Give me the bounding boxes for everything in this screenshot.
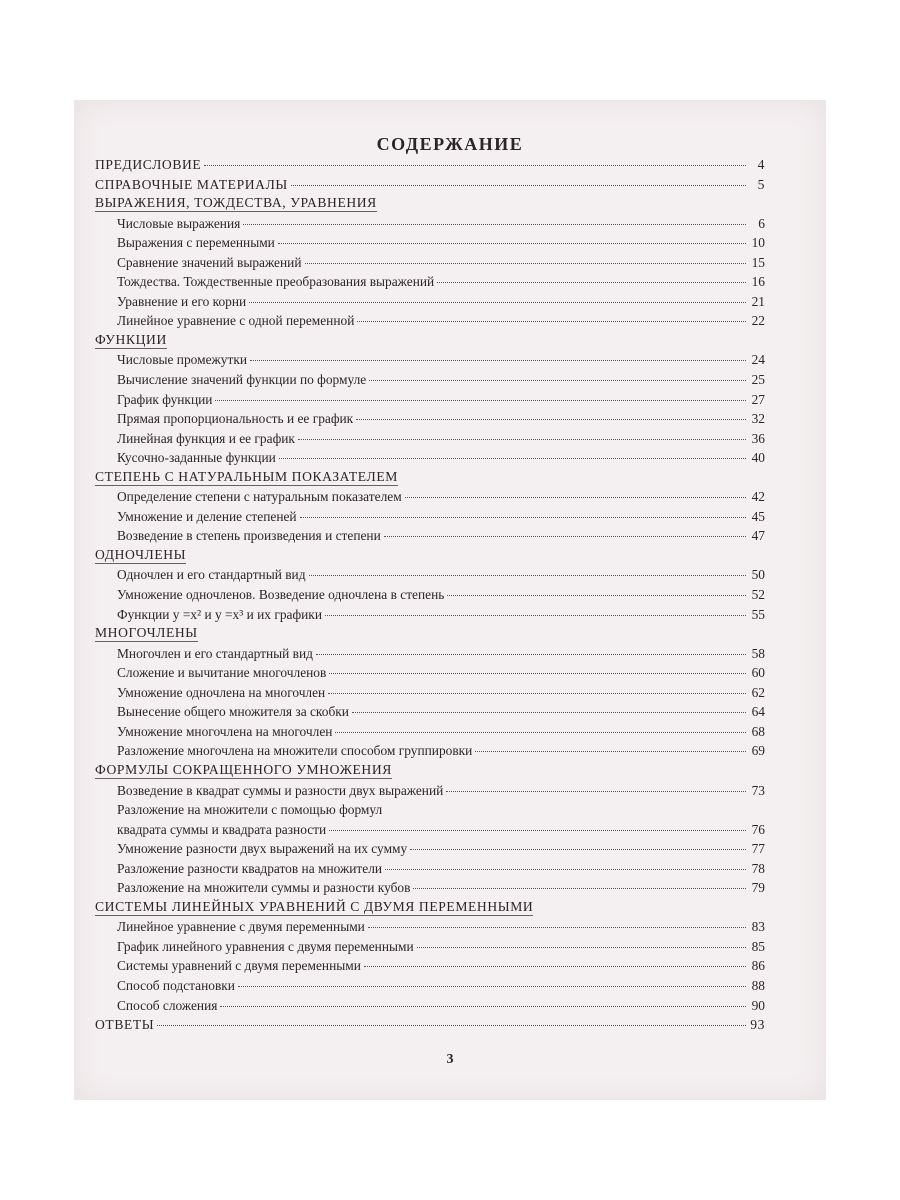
toc-entry-page: 4 [757, 157, 765, 172]
page-number: 3 [446, 1052, 454, 1067]
toc-entry [95, 431, 765, 451]
toc-entry-text: Вынесение общего множителя за скобки [117, 704, 349, 720]
toc-entry-page: 50 [751, 567, 765, 583]
dot-leader [243, 224, 746, 225]
dot-leader [278, 243, 746, 244]
toc-entry-text: ОТВЕТЫ [95, 1017, 155, 1033]
toc-entry-first-line [95, 802, 765, 822]
toc-entry-text: Числовые выражения [117, 215, 241, 231]
dot-leader [204, 165, 746, 166]
toc-entry-text: Возведение в степень произведения и степени [117, 528, 381, 544]
toc-entry [95, 274, 765, 294]
toc-entry-page: 47 [751, 528, 765, 544]
toc-entry [95, 294, 765, 314]
toc-entry [95, 783, 765, 803]
toc-entry [95, 880, 765, 900]
toc-entry [95, 157, 765, 177]
section-heading-text: ОДНОЧЛЕНЫ [95, 546, 187, 562]
toc-entry-text: Разложение на множители суммы и разности кубов [117, 880, 411, 896]
toc-entry-page: 55 [751, 606, 765, 622]
toc-entry-page: 62 [751, 684, 765, 700]
toc-entry-page: 16 [751, 274, 765, 290]
toc-entry [95, 352, 765, 372]
toc-entry-text: Умножение разности двух выражений на их сумму [117, 841, 408, 857]
toc-entry-page: 78 [751, 860, 765, 876]
toc-entry [95, 646, 765, 666]
dot-leader [250, 360, 746, 361]
toc-entry-text: Тождества. Тождественные преобразования выражений [117, 274, 435, 290]
toc-entry-text: Функции y =x² и y =x³ и их графики [117, 606, 322, 622]
toc-entry-text: Умножение одночленов. Возведение одночлена в степень [117, 587, 445, 603]
toc-entry-text: Сравнение значений выражений [117, 254, 302, 270]
toc-entry [95, 998, 765, 1018]
section-heading-text: СТЕПЕНЬ С НАТУРАЛЬНЫМ ПОКАЗАТЕЛЕМ [95, 468, 398, 484]
dot-leader [364, 966, 746, 967]
toc-entry-text: График линейного уравнения с двумя переменными [117, 938, 414, 954]
dot-leader [279, 458, 746, 459]
toc-entry-text: Определение степени с натуральным показателем [117, 489, 402, 505]
dot-leader [368, 927, 746, 928]
dot-leader [316, 654, 746, 655]
dot-leader [447, 595, 746, 596]
dot-leader [298, 439, 746, 440]
toc-entry-page: 79 [751, 880, 765, 896]
dot-leader [325, 615, 746, 616]
toc-entry-text: Системы уравнений с двумя переменными [117, 958, 361, 974]
toc-entry-text: Линейное уравнение с одной переменной [117, 313, 355, 329]
toc-section-heading [95, 626, 765, 646]
toc-entry [95, 177, 765, 197]
toc-entry-page: 85 [751, 938, 765, 954]
dot-leader [356, 419, 746, 420]
toc-entry [95, 411, 765, 431]
dot-leader [405, 497, 746, 498]
toc-entry [95, 1017, 765, 1037]
toc-section-heading [95, 470, 765, 490]
toc-entry-text: Выражения с переменными [117, 235, 275, 251]
toc-entry-text: Вычисление значений функции по формуле [117, 372, 367, 388]
toc-entry [95, 704, 765, 724]
toc-entry-page: 77 [751, 841, 765, 857]
section-heading-text: СИСТЕМЫ ЛИНЕЙНЫХ УРАВНЕНИЙ С ДВУМЯ ПЕРЕМЕННЫМИ [95, 898, 534, 914]
dot-leader [417, 947, 746, 948]
toc-entry [95, 685, 765, 705]
toc-entry-page: 5 [757, 176, 765, 192]
toc-entry [95, 216, 765, 236]
toc-section-heading [95, 763, 765, 783]
section-heading-text: ФОРМУЛЫ СОКРАЩЕННОГО УМНОЖЕНИЯ [95, 761, 392, 777]
toc-entry-page: 83 [751, 919, 765, 935]
toc-entry-text: Разложение разности квадратов на множители [117, 860, 383, 876]
toc-entry-page: 27 [751, 391, 765, 407]
toc-entry-text: Умножение и деление степеней [117, 508, 297, 524]
toc-entry-page: 6 [758, 215, 765, 231]
toc-entry [95, 978, 765, 998]
toc-section-heading [95, 548, 765, 568]
toc-entry [95, 392, 765, 412]
toc-section-heading [95, 196, 765, 216]
toc-entry-page: 21 [751, 293, 765, 309]
dot-leader [413, 888, 746, 889]
toc-entry-page: 15 [751, 254, 765, 270]
toc-entry-page: 25 [751, 372, 765, 388]
toc-entry-text: Разложение на множители с помощью формул [117, 802, 383, 818]
dot-leader [249, 302, 746, 303]
toc-entry [95, 724, 765, 744]
toc-entry-page: 86 [751, 958, 765, 974]
toc-entry-text: Многочлен и его стандартный вид [117, 645, 313, 661]
toc-entry-text: квадрата суммы и квадрата разности [117, 821, 327, 837]
toc-entry [95, 255, 765, 275]
toc-entry-text: Возведение в квадрат суммы и разности двух выражений [117, 782, 444, 798]
toc-entry-page: 73 [751, 782, 765, 798]
toc-entry-page: 88 [751, 977, 765, 993]
dot-leader [329, 830, 746, 831]
toc-entry-text: Линейное уравнение с двумя переменными [117, 919, 365, 935]
toc-entry-page: 64 [751, 704, 765, 720]
table-of-contents [95, 157, 765, 1037]
toc-section-heading [95, 333, 765, 353]
toc-entry-page: 93 [750, 1017, 765, 1033]
toc-entry-page: 10 [751, 235, 765, 251]
toc-entry [95, 509, 765, 529]
page-title: СОДЕРЖАНИЕ [376, 134, 524, 154]
dot-leader [305, 263, 747, 264]
section-heading-text: ВЫРАЖЕНИЯ, ТОЖДЕСТВА, УРАВНЕНИЯ [95, 195, 377, 211]
dot-leader [335, 732, 746, 733]
toc-entry-page: 40 [751, 450, 765, 466]
toc-entry-page: 90 [751, 997, 765, 1013]
dot-leader [475, 751, 746, 752]
toc-entry [95, 450, 765, 470]
toc-entry [95, 607, 765, 627]
toc-entry-text: Одночлен и его стандартный вид [117, 567, 306, 583]
toc-entry-page: 42 [751, 489, 765, 505]
toc-entry-text: ПРЕДИСЛОВИЕ [95, 157, 202, 172]
toc-entry-text: Способ сложения [117, 997, 218, 1013]
toc-entry-text: График функции [117, 391, 213, 407]
toc-entry [95, 939, 765, 959]
toc-entry [95, 861, 765, 881]
toc-entry [95, 919, 765, 939]
toc-entry-page: 36 [751, 430, 765, 446]
dot-leader [309, 575, 746, 576]
dot-leader [238, 986, 746, 987]
toc-entry [95, 489, 765, 509]
section-heading-text: ФУНКЦИИ [95, 331, 167, 347]
toc-entry [95, 841, 765, 861]
toc-entry [95, 958, 765, 978]
toc-entry-page: 76 [751, 821, 765, 837]
dot-leader [385, 869, 746, 870]
toc-entry-text: Способ подстановки [117, 977, 235, 993]
dot-leader [384, 536, 746, 537]
toc-entry-text: Уравнение и его корни [117, 293, 247, 309]
dot-leader [291, 185, 746, 186]
toc-entry-text: Разложение многочлена на множители способом группировки [117, 743, 473, 759]
dot-leader [220, 1006, 746, 1007]
toc-entry [95, 528, 765, 548]
dot-leader [410, 849, 746, 850]
toc-entry-text: Сложение и вычитание многочленов [117, 665, 327, 681]
toc-entry-text: Числовые промежутки [117, 352, 247, 368]
toc-entry-text: Умножение многочлена на многочлен [117, 723, 333, 739]
toc-entry [95, 313, 765, 333]
toc-entry [95, 743, 765, 763]
dot-leader [352, 712, 746, 713]
toc-entry-page: 45 [751, 508, 765, 524]
toc-entry [95, 587, 765, 607]
dot-leader [329, 673, 746, 674]
dot-leader [215, 400, 746, 401]
toc-entry-page: 60 [751, 665, 765, 681]
toc-entry-page: 69 [751, 743, 765, 759]
toc-entry-text: Умножение одночлена на многочлен [117, 684, 326, 700]
dot-leader [300, 517, 746, 518]
toc-entry-text: Прямая пропорциональность и ее график [117, 411, 354, 427]
toc-section-heading [95, 900, 765, 920]
toc-entry [95, 372, 765, 392]
dot-leader [437, 282, 746, 283]
toc-entry [95, 567, 765, 587]
section-heading-text: МНОГОЧЛЕНЫ [95, 625, 198, 641]
dot-leader [357, 321, 746, 322]
toc-entry-text: Линейная функция и ее график [117, 430, 295, 446]
toc-entry-page: 24 [751, 352, 765, 368]
toc-entry-page: 68 [751, 723, 765, 739]
toc-entry-page: 32 [751, 411, 765, 427]
toc-entry-page: 52 [751, 587, 765, 603]
dot-leader [369, 380, 746, 381]
toc-entry-text: СПРАВОЧНЫЕ МАТЕРИАЛЫ [95, 176, 288, 192]
toc-entry-page: 58 [751, 645, 765, 661]
toc-entry-page: 22 [751, 313, 765, 329]
dot-leader [328, 693, 746, 694]
toc-entry [95, 235, 765, 255]
dot-leader [157, 1025, 746, 1026]
toc-entry-text: Кусочно-заданные функции [117, 450, 276, 466]
toc-entry [95, 665, 765, 685]
toc-entry [95, 822, 765, 842]
dot-leader [446, 791, 746, 792]
